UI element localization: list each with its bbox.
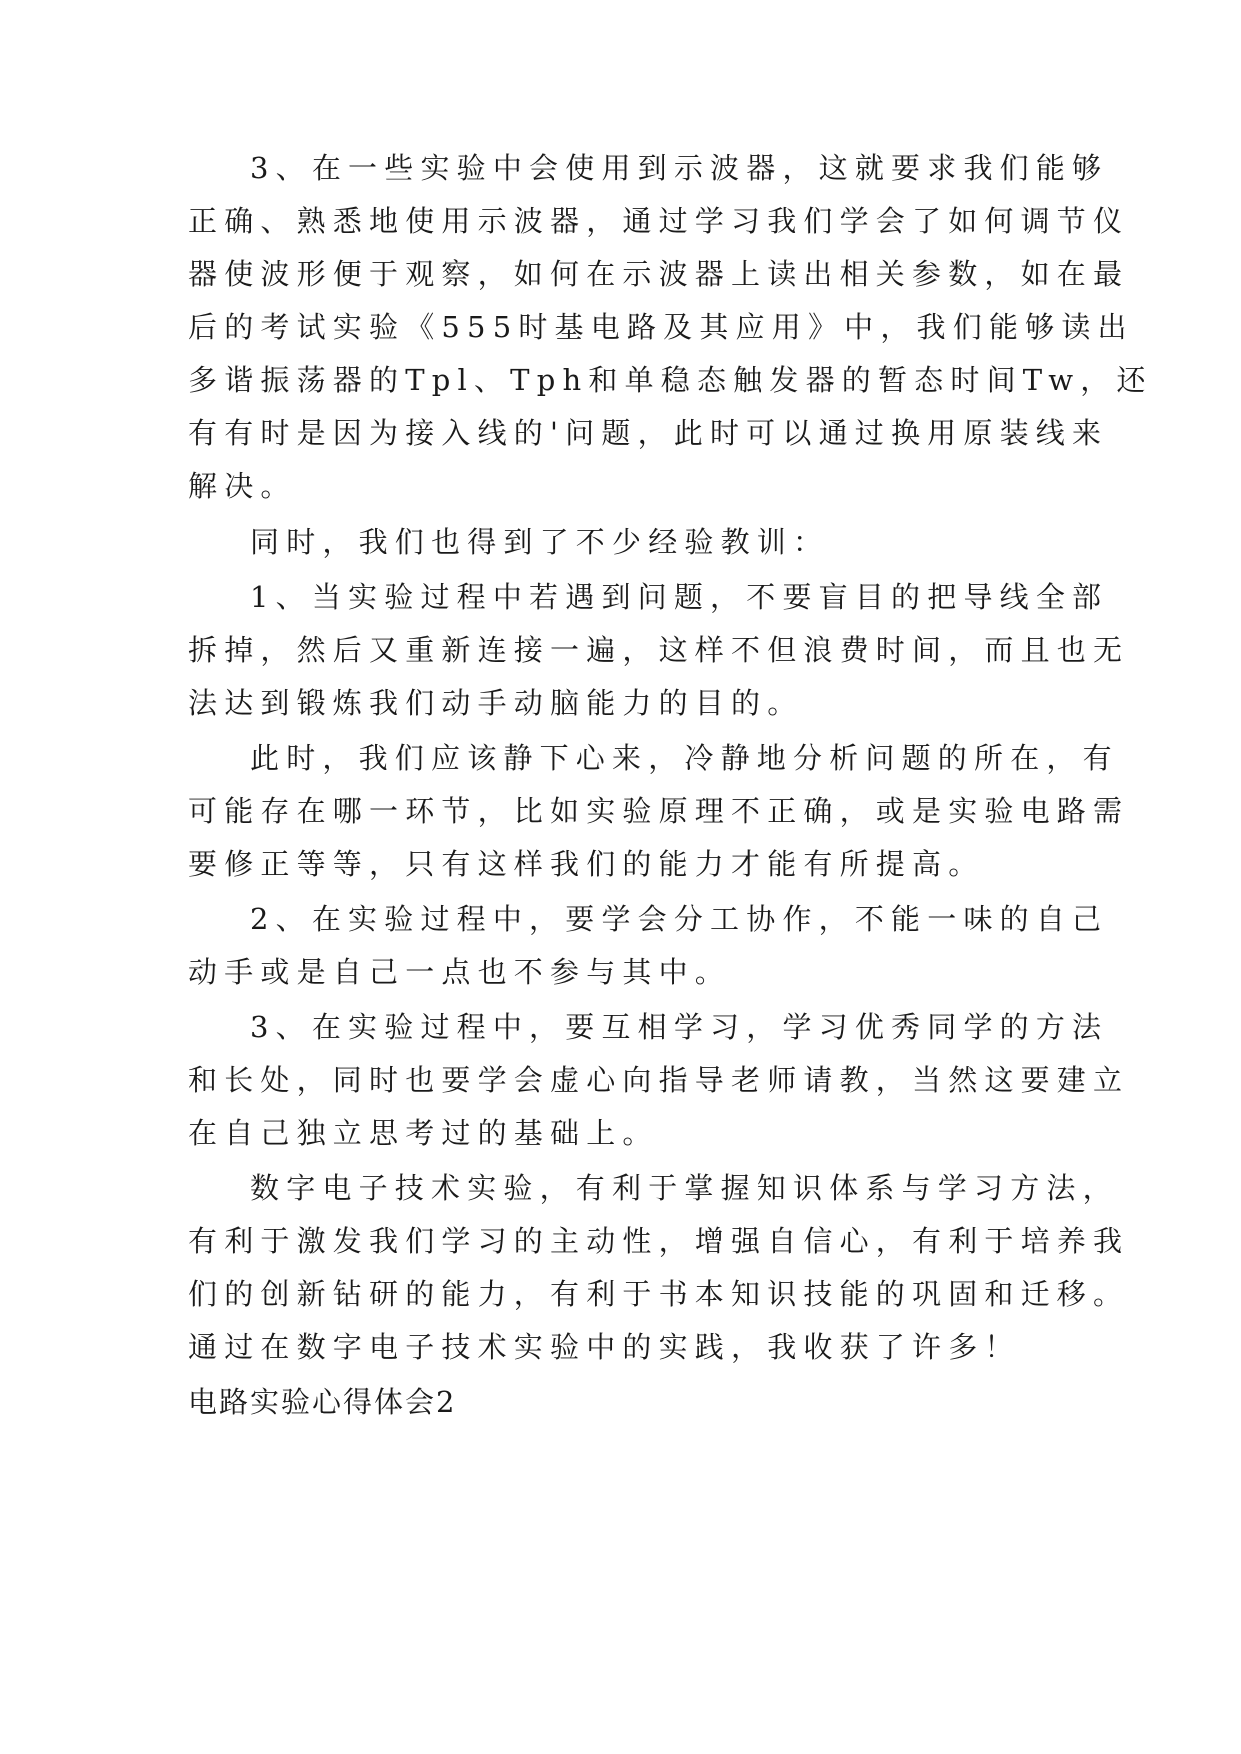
- paragraph-line: 有利于激发我们学习的主动性，增强自信心，有利于培养我: [188, 1224, 1130, 1258]
- paragraph-line: 解决。: [188, 469, 297, 503]
- paragraph-line: 们的创新钻研的能力，有利于书本知识技能的巩固和迁移。: [188, 1277, 1130, 1311]
- section-heading: 电路实验心得体会2: [188, 1385, 457, 1419]
- paragraph-line: 要修正等等，只有这样我们的能力才能有所提高。: [188, 847, 985, 881]
- paragraph-line: 和长处，同时也要学会虚心向指导老师请教，当然这要建立: [188, 1063, 1130, 1097]
- paragraph-line: 可能存在哪一环节，比如实验原理不正确，或是实验电路需: [188, 794, 1130, 828]
- paragraph-line: 动手或是自己一点也不参与其中。: [188, 955, 732, 989]
- paragraph-line: 此时，我们应该静下心来，冷静地分析问题的所在，有: [250, 741, 1119, 775]
- paragraph-line: 同时，我们也得到了不少经验教训：: [250, 525, 830, 559]
- paragraph-line: 1、当实验过程中若遇到问题，不要盲目的把导线全部: [250, 580, 1109, 614]
- paragraph-line: 3、在实验过程中，要互相学习，学习优秀同学的方法: [250, 1010, 1109, 1044]
- paragraph-line: 多谐振荡器的Tpl、Tph和单稳态触发器的暂态时间Tw，还: [188, 363, 1153, 397]
- paragraph-line: 在自己独立思考过的基础上。: [188, 1116, 659, 1150]
- paragraph-line: 2、在实验过程中，要学会分工协作，不能一味的自己: [250, 902, 1109, 936]
- paragraph-line: 正确、熟悉地使用示波器，通过学习我们学会了如何调节仪: [188, 204, 1130, 238]
- paragraph-line: 法达到锻炼我们动手动脑能力的目的。: [188, 686, 804, 720]
- paragraph-line: 通过在数字电子技术实验中的实践，我收获了许多！: [188, 1330, 1021, 1364]
- paragraph-line: 有有时是因为接入线的'问题，此时可以通过换用原装线来: [188, 416, 1109, 450]
- paragraph-line: 3、在一些实验中会使用到示波器，这就要求我们能够: [250, 151, 1109, 185]
- paragraph-line: 拆掉，然后又重新连接一遍，这样不但浪费时间，而且也无: [188, 633, 1130, 667]
- paragraph-line: 后的考试实验《555时基电路及其应用》中，我们能够读出: [188, 310, 1134, 344]
- paragraph-line: 器使波形便于观察，如何在示波器上读出相关参数，如在最: [188, 257, 1130, 291]
- paragraph-line: 数字电子技术实验，有利于掌握知识体系与学习方法，: [250, 1171, 1119, 1205]
